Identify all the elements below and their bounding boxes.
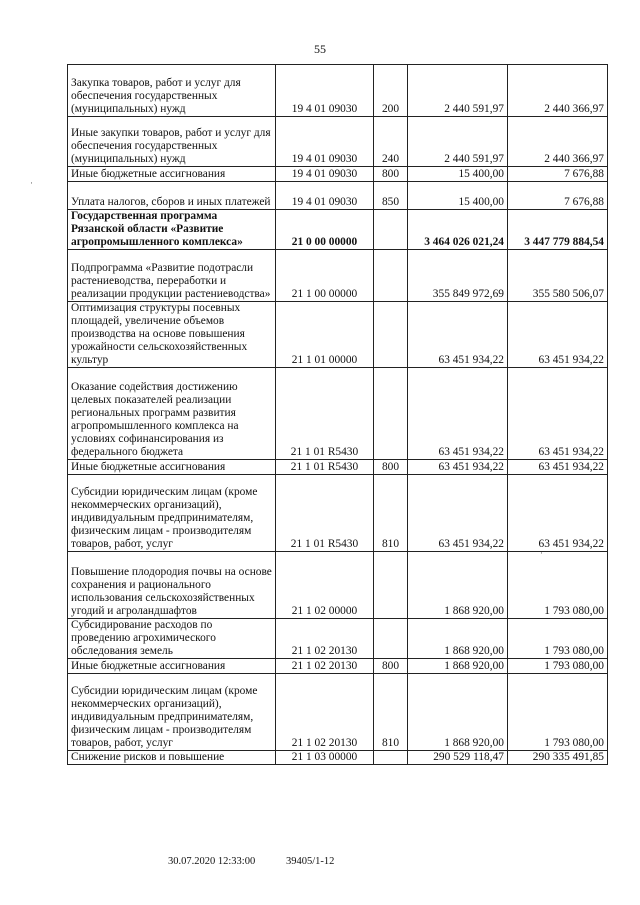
- row-sum-1: 1 868 920,00: [408, 619, 508, 659]
- row-expense-type: [374, 250, 408, 302]
- row-expense-type: 810: [374, 674, 408, 751]
- row-code: 21 0 00 00000: [276, 210, 374, 250]
- row-sum-2: 63 451 934,22: [508, 475, 608, 552]
- row-code: 19 4 01 09030: [276, 182, 374, 210]
- row-code: 21 1 01 R5430: [276, 368, 374, 460]
- row-sum-2: 290 335 491,85: [508, 751, 608, 765]
- row-sum-1: 290 529 118,47: [408, 751, 508, 765]
- scan-mark: ·: [30, 178, 33, 188]
- row-sum-2: 63 451 934,22: [508, 460, 608, 475]
- table-row: [68, 674, 608, 751]
- row-sum-1: 3 464 026 021,24: [408, 210, 508, 250]
- scan-mark: ·: [540, 548, 543, 558]
- row-sum-1: 63 451 934,22: [408, 475, 508, 552]
- footer-doc-code: 39405/1-12: [286, 856, 335, 867]
- row-name: Иные закупки товаров, работ и услуг для обеспечения государственных (муниципальных) нужд: [68, 117, 276, 167]
- row-expense-type: [374, 302, 408, 368]
- table-row: [68, 619, 608, 659]
- row-code: 19 4 01 09030: [276, 167, 374, 182]
- row-expense-type: 200: [374, 65, 408, 117]
- table-row: [68, 475, 608, 552]
- row-code: 21 1 02 20130: [276, 674, 374, 751]
- budget-table: [67, 64, 608, 765]
- table-row: [68, 210, 608, 250]
- row-code: 21 1 02 20130: [276, 659, 374, 674]
- row-sum-1: 355 849 972,69: [408, 250, 508, 302]
- row-sum-1: 63 451 934,22: [408, 460, 508, 475]
- row-sum-2: 7 676,88: [508, 182, 608, 210]
- row-sum-2: 1 793 080,00: [508, 619, 608, 659]
- row-name: Субсидирование расходов по проведению агрохимического обследования земель: [68, 619, 276, 659]
- table-row: [68, 368, 608, 460]
- budget-table-body: [68, 65, 608, 765]
- row-code: 21 1 01 00000: [276, 302, 374, 368]
- row-expense-type: 850: [374, 182, 408, 210]
- row-name: Субсидии юридическим лицам (кроме некоммерческих организаций), индивидуальным предпринимателям, физическим лицам - производителям товаров, работ, услуг: [68, 475, 276, 552]
- row-code: 21 1 02 20130: [276, 619, 374, 659]
- row-sum-2: 1 793 080,00: [508, 552, 608, 619]
- row-code: 21 1 00 00000: [276, 250, 374, 302]
- row-sum-1: 1 868 920,00: [408, 674, 508, 751]
- table-row: [68, 117, 608, 167]
- row-code: 21 1 02 00000: [276, 552, 374, 619]
- row-code: 21 1 01 R5430: [276, 475, 374, 552]
- table-row: [68, 302, 608, 368]
- row-name: Уплата налогов, сборов и иных платежей: [68, 182, 276, 210]
- row-sum-2: 63 451 934,22: [508, 368, 608, 460]
- row-expense-type: 810: [374, 475, 408, 552]
- row-expense-type: [374, 552, 408, 619]
- row-sum-2: 1 793 080,00: [508, 674, 608, 751]
- row-name: Иные бюджетные ассигнования: [68, 460, 276, 475]
- row-expense-type: [374, 368, 408, 460]
- row-sum-1: 63 451 934,22: [408, 368, 508, 460]
- row-code: 21 1 01 R5430: [276, 460, 374, 475]
- table-row: [68, 65, 608, 117]
- table-row: [68, 552, 608, 619]
- row-name: Снижение рисков и повышение: [68, 751, 276, 765]
- row-name: Иные бюджетные ассигнования: [68, 167, 276, 182]
- table-row: [68, 250, 608, 302]
- row-sum-1: 1 868 920,00: [408, 659, 508, 674]
- row-expense-type: 800: [374, 460, 408, 475]
- table-row: [68, 167, 608, 182]
- row-sum-2: 3 447 779 884,54: [508, 210, 608, 250]
- row-expense-type: 800: [374, 167, 408, 182]
- row-expense-type: [374, 751, 408, 765]
- row-code: 19 4 01 09030: [276, 65, 374, 117]
- row-sum-2: 2 440 366,97: [508, 65, 608, 117]
- row-sum-1: 63 451 934,22: [408, 302, 508, 368]
- row-code: 21 1 03 00000: [276, 751, 374, 765]
- row-name: Оптимизация структуры посевных площадей, увеличение объемов производства на основе повышения урожайности сельскохозяйственных культур: [68, 302, 276, 368]
- row-expense-type: 240: [374, 117, 408, 167]
- row-sum-2: 7 676,88: [508, 167, 608, 182]
- row-sum-2: 2 440 366,97: [508, 117, 608, 167]
- row-name: Подпрограмма «Развитие подотрасли растениеводства, переработки и реализации продукции растениеводства»: [68, 250, 276, 302]
- table-row: [68, 460, 608, 475]
- row-sum-2: 1 793 080,00: [508, 659, 608, 674]
- row-sum-2: 63 451 934,22: [508, 302, 608, 368]
- table-row: [68, 751, 608, 765]
- row-name: Субсидии юридическим лицам (кроме некоммерческих организаций), индивидуальным предпринимателям, физическим лицам - производителям товаров, работ, услуг: [68, 674, 276, 751]
- row-name: Повышение плодородия почвы на основе сохранения и рационального использования сельскохозяйственных угодий и агроландшафтов: [68, 552, 276, 619]
- footer-timestamp: 30.07.2020 12:33:00: [168, 856, 256, 867]
- row-name: Иные бюджетные ассигнования: [68, 659, 276, 674]
- row-name: Оказание содействия достижению целевых показателей реализации региональных программ развития агропромышленного комплекса на условиях софинансирования из федерального бюджета: [68, 368, 276, 460]
- row-sum-1: 1 868 920,00: [408, 552, 508, 619]
- row-expense-type: 800: [374, 659, 408, 674]
- table-row: [68, 659, 608, 674]
- row-sum-1: 2 440 591,97: [408, 117, 508, 167]
- row-sum-1: 2 440 591,97: [408, 65, 508, 117]
- table-row: [68, 182, 608, 210]
- row-expense-type: [374, 210, 408, 250]
- row-code: 19 4 01 09030: [276, 117, 374, 167]
- row-name: Государственная программа Рязанской области «Развитие агропромышленного комплекса»: [68, 210, 276, 250]
- row-expense-type: [374, 619, 408, 659]
- row-name: Закупка товаров, работ и услуг для обеспечения государственных (муниципальных) нужд: [68, 65, 276, 117]
- page-number: 55: [314, 42, 326, 56]
- row-sum-1: 15 400,00: [408, 182, 508, 210]
- row-sum-2: 355 580 506,07: [508, 250, 608, 302]
- row-sum-1: 15 400,00: [408, 167, 508, 182]
